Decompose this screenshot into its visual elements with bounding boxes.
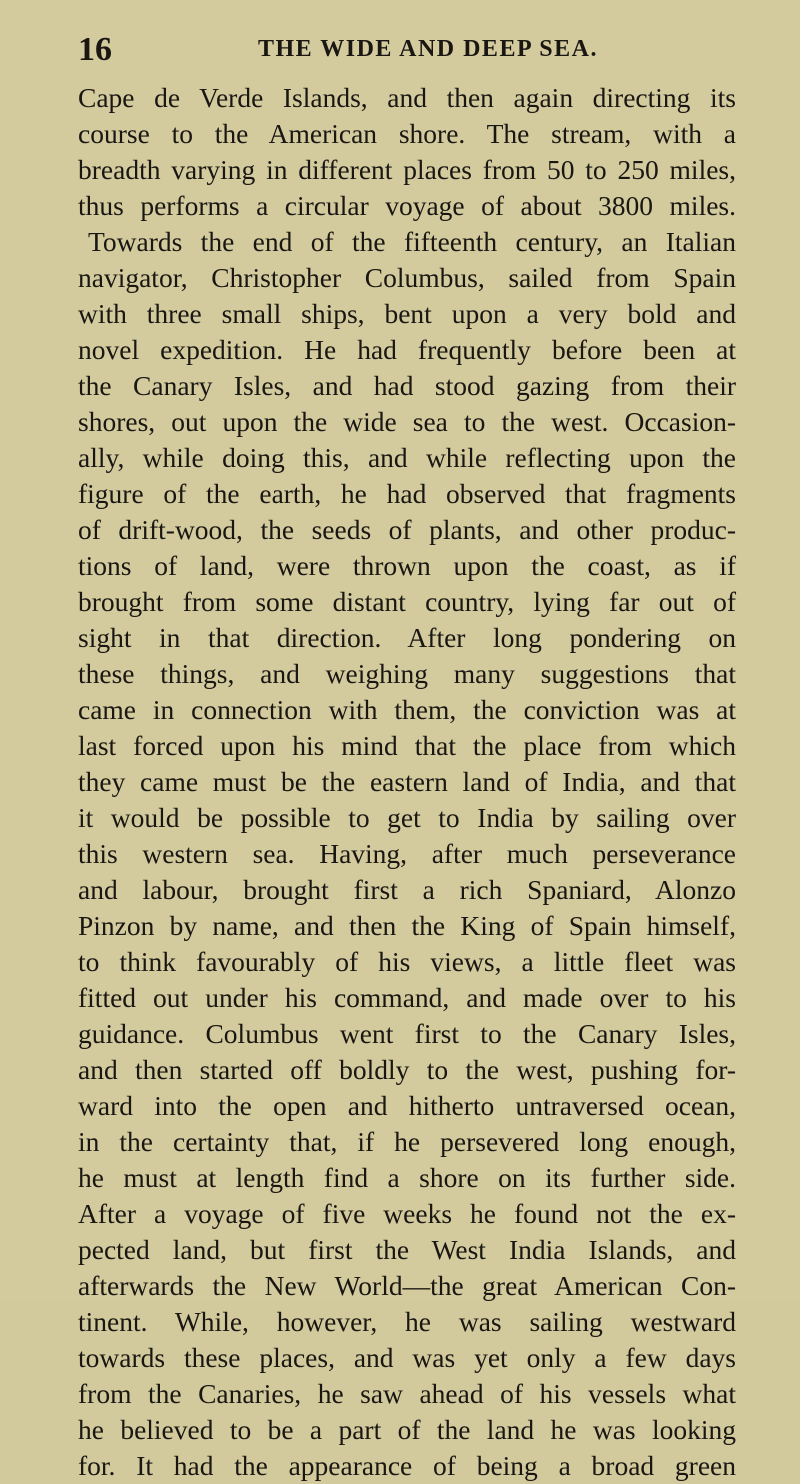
text-line: and then started off boldly to the west, pushing for- — [78, 1054, 736, 1085]
text-line: afterwards the New World—the great American Con- — [78, 1270, 736, 1301]
text-line: he must at length find a shore on its further side. — [78, 1162, 736, 1193]
text-line: from the Canaries, he saw ahead of his vessels what — [78, 1378, 736, 1409]
text-line: and labour, brought first a rich Spaniard, Alonzo — [78, 874, 736, 905]
text-line: tions of land, were thrown upon the coast, as if — [78, 550, 736, 581]
text-line: novel expedition. He had frequently before been at — [78, 334, 736, 365]
text-line: sight in that direction. After long pondering on — [78, 622, 736, 653]
text-line: thus performs a circular voyage of about 3800 miles. — [78, 190, 736, 221]
text-line: Towards the end of the fifteenth century, an Italian — [88, 226, 736, 257]
text-line: with three small ships, bent upon a very bold and — [78, 298, 736, 329]
text-line: ally, while doing this, and while reflecting upon the — [78, 442, 736, 473]
text-line: to think favourably of his views, a little fleet was — [78, 946, 736, 977]
text-line: fitted out under his command, and made over to his — [78, 982, 736, 1013]
text-line: brought from some distant country, lying far out of — [78, 586, 736, 617]
text-line: shores, out upon the wide sea to the west. Occasion- — [78, 406, 736, 437]
text-line: Cape de Verde Islands, and then again directing its — [78, 82, 736, 113]
text-line: ward into the open and hitherto untraversed ocean, — [78, 1090, 736, 1121]
book-title: THE WIDE AND DEEP SEA. — [258, 36, 598, 62]
text-line: came in connection with them, the conviction was at — [78, 694, 736, 725]
text-line: tinent. While, however, he was sailing westward — [78, 1306, 736, 1337]
text-line: in the certainty that, if he persevered long enough, — [78, 1126, 736, 1157]
text-line: for. It had the appearance of being a broad green — [78, 1450, 736, 1481]
text-line: guidance. Columbus went first to the Canary Isles, — [78, 1018, 736, 1049]
text-line: they came must be the eastern land of India, and that — [78, 766, 736, 797]
text-line: he believed to be a part of the land he was looking — [78, 1414, 736, 1445]
page-number: 16 — [78, 31, 112, 68]
text-line: of drift-wood, the seeds of plants, and other produc- — [78, 514, 736, 545]
text-line: Pinzon by name, and then the King of Spain himself, — [78, 910, 736, 941]
text-line: last forced upon his mind that the place from which — [78, 730, 736, 761]
text-line: figure of the earth, he had observed that fragments — [78, 478, 736, 509]
text-line: navigator, Christopher Columbus, sailed from Spain — [78, 262, 736, 293]
text-line: After a voyage of five weeks he found not the ex- — [78, 1198, 736, 1229]
text-line: this western sea. Having, after much perseverance — [78, 838, 736, 869]
body-text — [78, 80, 736, 1484]
text-line: the Canary Isles, and had stood gazing from their — [78, 370, 736, 401]
text-line: it would be possible to get to India by sailing over — [78, 802, 736, 833]
text-line: pected land, but first the West India Islands, and — [78, 1234, 736, 1265]
text-line: towards these places, and was yet only a few days — [78, 1342, 736, 1373]
text-line: these things, and weighing many suggestions that — [78, 658, 736, 689]
text-line: breadth varying in different places from 50 to 250 miles, — [78, 154, 736, 185]
text-line: course to the American shore. The stream, with a — [78, 118, 736, 149]
running-head — [78, 30, 738, 70]
